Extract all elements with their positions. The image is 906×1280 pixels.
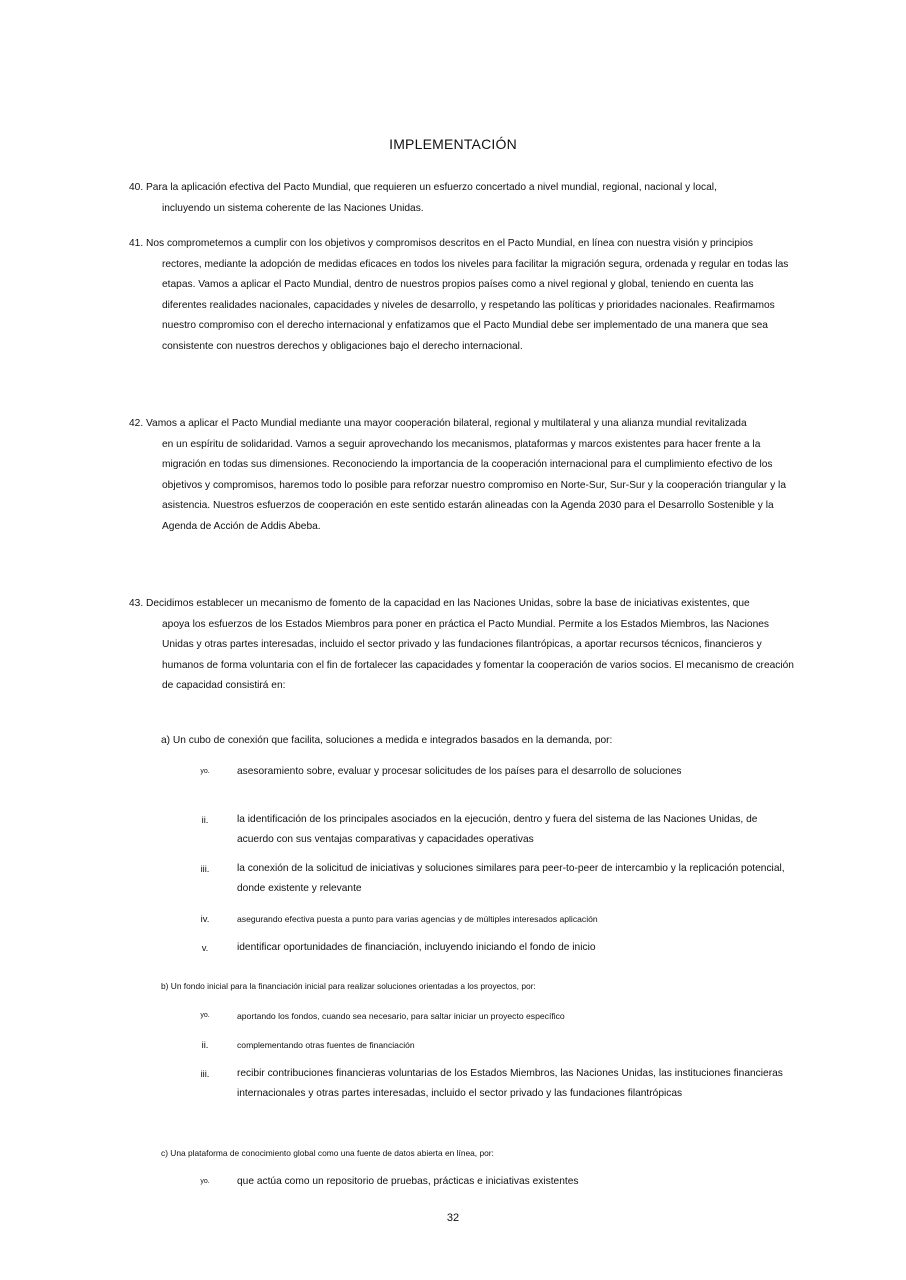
page-number: 32 bbox=[446, 1212, 460, 1224]
list-item-text: la conexión de la solicitud de iniciativas y soluciones similares para peer-to-peer de intercambio y la replicación potencial, donde existente y relevante bbox=[237, 863, 785, 894]
list-item-number: iii. bbox=[200, 1068, 210, 1079]
subsection-a-title: a) Un cubo de conexión que facilita, soluciones a medida e integrados basados en la demanda, por: bbox=[161, 735, 613, 746]
list-item-text: que actúa como un repositorio de pruebas, prácticas e iniciativas existentes bbox=[237, 1176, 579, 1187]
paragraph-continuation: apoya los esfuerzos de los Estados Miembros para poner en práctica el Pacto Mundial. Permite a los Estados Miembros, las Naciones Unidas y otras partes interesadas, incluido el sector privado y las fundaciones filantrópicas, a aportar recursos técnicos, financieros y humanos de forma voluntaria con el fin de fortalecer las capacidades y fomentar la cooperación de varios socios. El mecanismo de creación de capacidad consistirá en: bbox=[162, 618, 794, 691]
list-item-number: v. bbox=[201, 942, 209, 953]
list-item-text: aportando los fondos, cuando sea necesario, para saltar iniciar un proyecto específico bbox=[237, 1011, 565, 1021]
paragraph-continuation: rectores, mediante la adopción de medidas eficaces en todos los niveles para facilitar la migración segura, ordenada y regular en todas las etapas. Vamos a aplicar el Pacto Mundial, dentro de nuestros propios países como a nivel regional y global, teniendo en cuenta las diferentes realidades nacionales, capacidades y niveles de desarrollo, y respetando las políticas y prioridades nacionales. Reafirmamos nuestro compromiso con el derecho internacional y enfatizamos que el Pacto Mundial debe ser implementado de una manera que sea consistente con nuestros derechos y obligaciones bajo el derecho internacional. bbox=[162, 258, 789, 352]
paragraph-first-line: 41. Nos comprometemos a cumplir con los objetivos y compromisos descritos en el Pacto Mundial, en línea con nuestra visión y principios bbox=[129, 238, 753, 249]
paragraph-first-line: 42. Vamos a aplicar el Pacto Mundial mediante una mayor cooperación bilateral, regional y multilateral y una alianza mundial revitalizada bbox=[129, 418, 747, 429]
paragraph-42 bbox=[129, 414, 799, 537]
list-item-text: recibir contribuciones financieras voluntarias de los Estados Miembros, las Naciones Unidas, las instituciones financieras internacionales y otras partes interesadas, incluido el sector privado y las fundaciones filantrópicas bbox=[237, 1068, 783, 1099]
paragraph-continuation: en un espíritu de solidaridad. Vamos a seguir aprovechando los mecanismos, plataformas y marcos existentes para hacer frente a la migración en todas sus dimensiones. Reconociendo la importancia de la cooperación internacional para el cumplimiento efectivo de los objetivos y compromisos, haremos todo lo posible para reforzar nuestro compromiso en Norte-Sur, Sur-Sur y la cooperación triangular y la asistencia. Nuestros esfuerzos de cooperación en este sentido estarán alineadas con la Agenda 2030 para el Desarrollo Sostenible y la Agenda de Acción de Addis Abeba. bbox=[162, 438, 786, 532]
list-item-text: identificar oportunidades de financiación, incluyendo iniciando el fondo de inicio bbox=[237, 942, 596, 953]
subsection-b-title: b) Un fondo inicial para la financiación inicial para realizar soluciones orientadas a los proyectos, por: bbox=[161, 981, 536, 991]
list-item-text: asesoramiento sobre, evaluar y procesar solicitudes de los países para el desarrollo de soluciones bbox=[237, 766, 682, 777]
list-item-text: complementando otras fuentes de financiación bbox=[237, 1040, 415, 1050]
section-heading: IMPLEMENTACIÓN bbox=[389, 136, 517, 152]
list-item-number: yo. bbox=[200, 768, 210, 775]
paragraph-40 bbox=[129, 178, 799, 219]
list-item-number: yo. bbox=[200, 1012, 210, 1019]
list-item-number: iv. bbox=[200, 913, 210, 924]
paragraph-first-line: 40. Para la aplicación efectiva del Pacto Mundial, que requieren un esfuerzo concertado a nivel mundial, regional, nacional y local, bbox=[129, 182, 717, 193]
list-item-number: iii. bbox=[200, 863, 210, 874]
paragraph-41 bbox=[129, 234, 799, 357]
list-item-text: asegurando efectiva puesta a punto para varias agencias y de múltiples interesados aplicación bbox=[237, 914, 598, 924]
list-item-number: ii. bbox=[201, 1039, 209, 1050]
paragraph-43 bbox=[129, 594, 799, 697]
list-item-number: ii. bbox=[201, 814, 209, 825]
list-item-number: yo. bbox=[200, 1178, 210, 1185]
paragraph-continuation: incluyendo un sistema coherente de las Naciones Unidas. bbox=[162, 202, 424, 214]
list-item-text: la identificación de los principales asociados en la ejecución, dentro y fuera del sistema de las Naciones Unidas, de acuerdo con sus ventajas comparativas y capacidades operativas bbox=[237, 814, 758, 845]
paragraph-first-line: 43. Decidimos establecer un mecanismo de fomento de la capacidad en las Naciones Unidas, sobre la base de iniciativas existentes, que bbox=[129, 598, 750, 609]
subsection-c-title: c) Una plataforma de conocimiento global como una fuente de datos abierta en línea, por: bbox=[161, 1148, 494, 1158]
